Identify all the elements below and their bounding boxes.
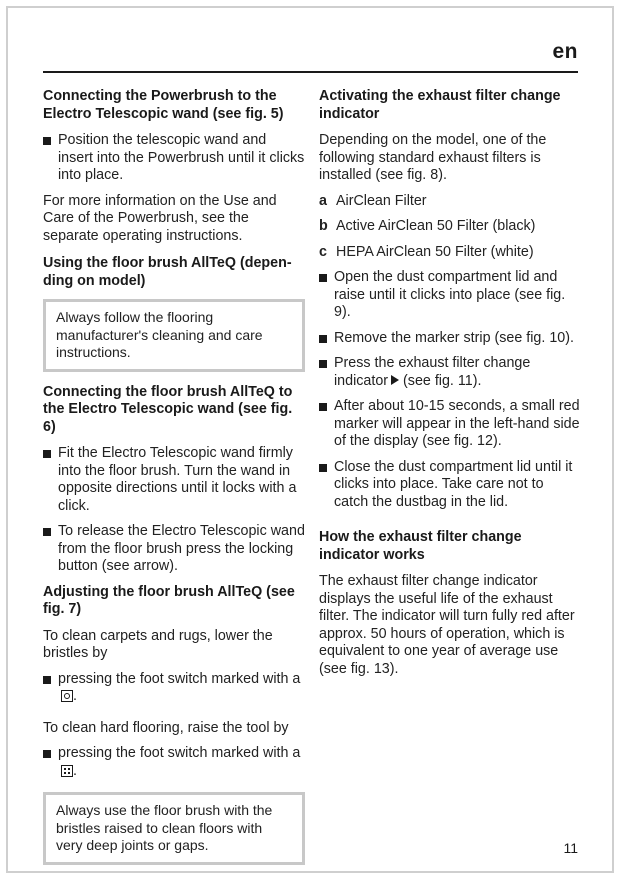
bullet-text: pressing the foot switch marked with a (58, 745, 301, 761)
note-box: Always use the floor brush with the bristles raised to clean floors with very deep joints or gaps. (43, 792, 305, 865)
paragraph: The exhaust filter change indicator displays the useful life of the exhaust filter. The indicator will turn fully red after approx. 50 hours of operation, which is equivalent to one year of average use (see fig. 13). (319, 573, 575, 677)
page-number: 11 (563, 840, 578, 856)
language-label: en (552, 40, 578, 63)
carpet-symbol-icon (61, 690, 73, 702)
hard-floor-symbol-icon (61, 765, 73, 777)
section-title-connecting-floor-brush: Connecting the floor brush AllTeQ to the Electro Telescopic wand (see fig. 6) (43, 383, 293, 435)
filter-item: a AirClean Filter (319, 192, 427, 209)
bullet-item: Fit the Electro Telescopic wand firmly into the floor brush. Turn the wand in opposite directions until it locks with a click. (43, 445, 305, 515)
step-item: After about 10-15 seconds, a small red marker will appear in the left-hand side of the display (see fig. 12). (319, 398, 581, 451)
bullet-item: pressing the foot switch marked with a. (43, 671, 305, 706)
paragraph: To clean hard flooring, raise the tool by (43, 719, 289, 736)
bullet-text: pressing the foot switch marked with a (58, 670, 301, 687)
bullet-item: Position the telescopic wand and insert into the Powerbrush until it clicks into place. (43, 132, 305, 185)
left-column (43, 88, 305, 877)
header-rule (43, 71, 578, 73)
section-title-indicator-works: How the exhaust filter change indicator works (319, 529, 522, 563)
section-title-floor-brush: Using the floor brush AllTeQ (depen-ding on model) (43, 255, 292, 289)
filter-item: b Active AirClean 50 Filter (black) (319, 218, 536, 234)
section-title-adjusting-floor-brush: Adjusting the floor brush AllTeQ (see fig. 7) (43, 583, 295, 617)
paragraph: Depending on the model, one of the following standard exhaust filters is installed (see fig. 8). (319, 132, 547, 183)
step-item: Remove the marker strip (see fig. 10). (319, 330, 581, 348)
step-item: Open the dust compartment lid and raise until it clicks into place (see fig. 9). (319, 269, 581, 322)
step-item: Close the dust compartment lid until it clicks into place. Take care not to catch the dustbag in the lid. (319, 459, 581, 512)
section-title-powerbrush: Connecting the Powerbrush to the Electro Telescopic wand (see fig. 5) (43, 88, 284, 122)
bullet-item: To release the Electro Telescopic wand from the floor brush press the locking button (see arrow). (43, 523, 305, 576)
right-column (319, 88, 581, 686)
paragraph: To clean carpets and rugs, lower the bristles by (43, 627, 273, 661)
bullet-item: pressing the foot switch marked with a. (43, 745, 305, 780)
step-item: Press the exhaust filter change indicator (see fig. 11). (319, 355, 581, 390)
play-arrow-icon (391, 375, 399, 385)
filter-item: c HEPA AirClean 50 Filter (white) (319, 243, 534, 260)
section-title-exhaust-filter: Activating the exhaust filter change indicator (319, 88, 561, 122)
note-box: Always follow the flooring manufacturer's cleaning and care instructions. (43, 299, 305, 372)
paragraph: For more information on the Use and Care of the Powerbrush, see the separate operating instructions. (43, 192, 277, 244)
